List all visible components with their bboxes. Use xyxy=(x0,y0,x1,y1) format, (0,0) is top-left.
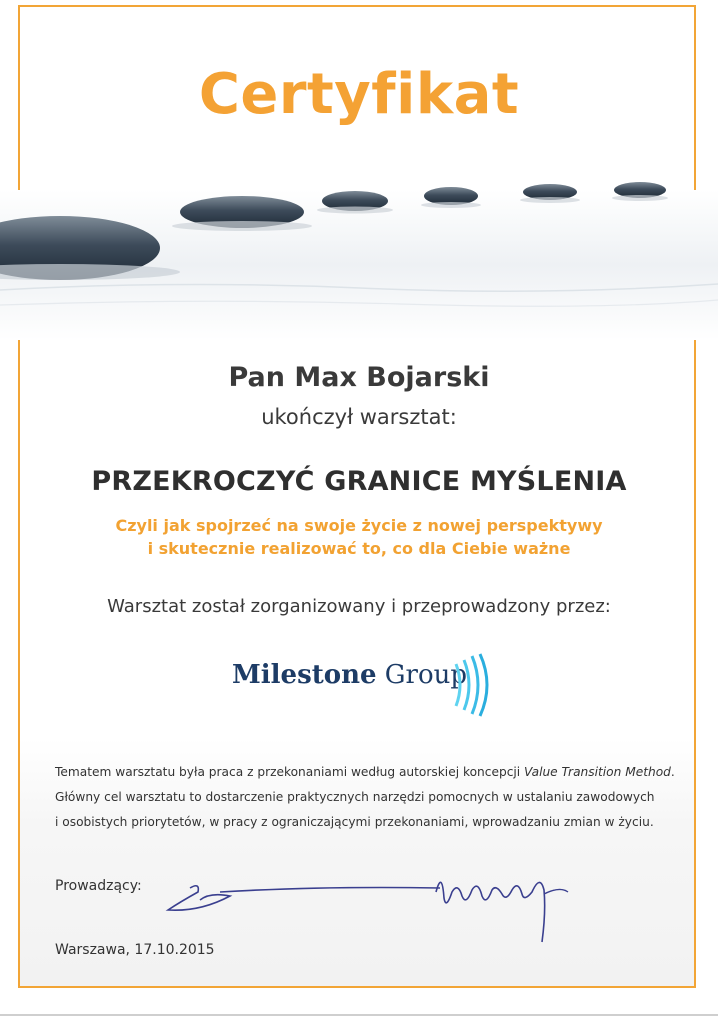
certificate-title: Certyfikat xyxy=(198,62,520,127)
description-line3: i osobistych priorytetów, w pracy z ograniczającymi przekonaniami, wprowadzaniu zmian w życiu. xyxy=(55,815,654,829)
lead-label: Prowadzący: xyxy=(55,878,142,894)
description-line2: Główny cel warsztatu to dostarczenie praktycznych narzędzi pomocnych w ustalaniu zawodowych xyxy=(55,790,655,804)
workshop-subtitle-line2: i skutecznie realizować to, co dla Ciebie ważne xyxy=(147,539,571,558)
milestone-group-logo xyxy=(232,660,467,700)
description-line1-suffix: . xyxy=(670,765,675,779)
workshop-title: PRZEKROCZYĆ GRANICE MYŚLENIA xyxy=(91,466,627,497)
signature-image xyxy=(140,862,600,952)
workshop-subtitle-line1: Czyli jak spojrzeć na swoje życie z nowej perspektywy xyxy=(115,516,603,535)
logo-name-rest: Group xyxy=(376,660,468,690)
description-line1 xyxy=(55,765,675,779)
description-line1-prefix: Tematem warsztatu była praca z przekonaniami według autorskiej koncepcji xyxy=(55,765,525,779)
place-and-date: Warszawa, 17.10.2015 xyxy=(55,942,215,958)
completed-text: ukończył warsztat: xyxy=(261,405,457,429)
scan-edge-line xyxy=(0,1014,718,1016)
method-name: Value Transition Method xyxy=(524,765,671,779)
logo-name-strong: Milestone xyxy=(232,660,377,690)
recipient-name: Pan Max Bojarski xyxy=(228,362,490,393)
stepping-stones-image xyxy=(0,150,718,350)
organized-by-text: Warsztat został zorganizowany i przeprowadzony przez: xyxy=(107,596,611,617)
logo-waves-icon xyxy=(450,650,498,720)
